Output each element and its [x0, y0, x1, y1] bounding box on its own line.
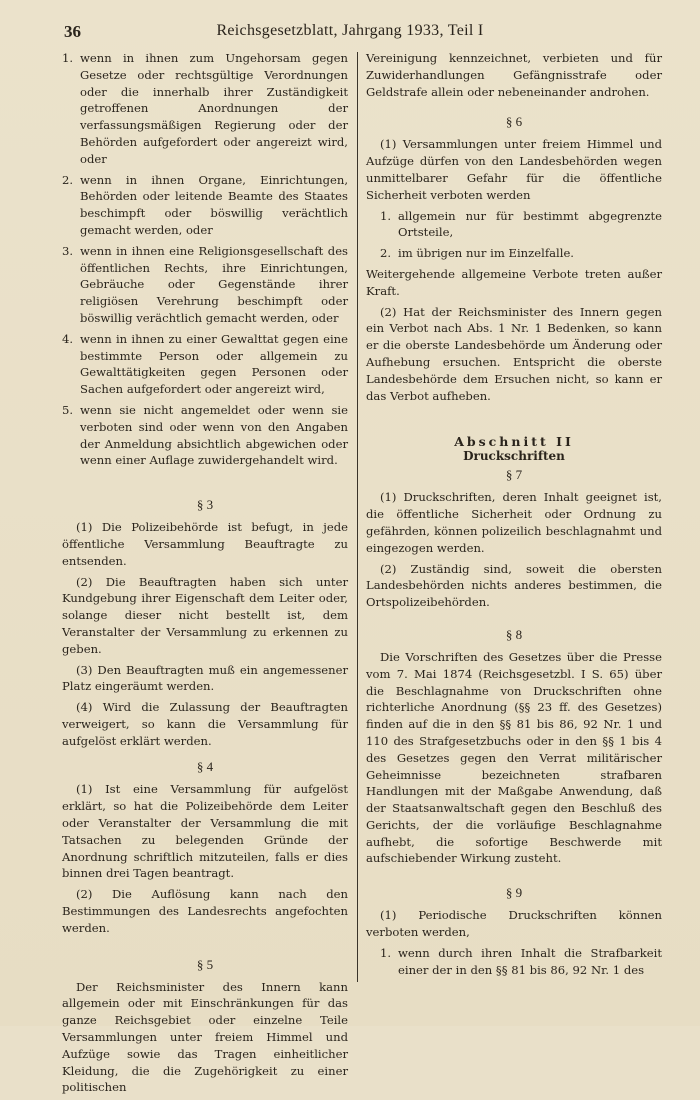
section-title-4: § 4 [196, 759, 214, 775]
item-text: wenn in ihnen Organe, Einrichtungen, Behörden oder leitende Beamte des Staates beschimpft oder böswillig verächtlich gemacht werden, oder [80, 172, 348, 237]
section-title-6: § 6 [505, 114, 523, 130]
column-divider [357, 52, 358, 982]
item-number: 2. [62, 172, 74, 187]
paragraph: (1) Versammlungen unter freiem Himmel und Aufzüge dürfen von den Landesbehörden wegen unmittelbarer Gefahr für die öffentliche Sicherheit verboten werden [366, 137, 662, 202]
chapter-heading: Abschnitt II [454, 434, 574, 450]
paragraph: Weitergehende allgemeine Verbote treten außer Kraft. [366, 266, 662, 298]
paragraph: (2) Die Auflösung kann nach den Bestimmungen des Landesrechts angefochten werden. [62, 887, 348, 935]
paragraph: (1) Die Polizeibehörde ist befugt, in jede öffentliche Versammlung Beauftragte zu entsenden. [62, 520, 348, 568]
running-title: Reichsgesetzblatt, Jahrgang 1933, Teil I [216, 22, 484, 39]
item-number: 1. [380, 208, 392, 223]
paragraph: (1) Periodische Druckschriften können verboten werden, [366, 908, 662, 940]
item-number: 3. [62, 243, 74, 258]
item-number: 5. [62, 402, 74, 417]
list-item [62, 172, 348, 239]
right-column [366, 50, 662, 982]
section-title-9: § 9 [505, 885, 523, 901]
item-number: 4. [62, 331, 74, 346]
paragraph: Vereinigung kennzeichnet, verbieten und für Zuwiderhandlungen Gefängnisstrafe oder Geldstrafe allein oder nebeneinander androhen. [366, 51, 662, 99]
item-text: allgemein nur für bestimmt abgegrenzte Ortsteile, [398, 208, 662, 240]
left-column [62, 50, 348, 1100]
item-number: 2. [380, 246, 392, 261]
item-text: wenn sie nicht angemeldet oder wenn sie verboten sind oder wenn von den Angaben der Anmeldung absichtlich abgewichen oder wenn einer Auflage zuwidergehandelt wird. [80, 402, 348, 468]
item-text: wenn in ihnen zu einer Gewalttat gegen eine bestimmte Person oder allgemein zu Gewalttätigkeiten gegen Personen oder Sachen aufgefordert oder angereizt wird, [80, 331, 348, 397]
paragraph: Die Vorschriften des Gesetzes über die Presse vom 7. Mai 1874 (Reichsgesetzbl. I S. 65) über die Beschlagnahme von Druckschriften ohne richterliche Anordnung (§§ 23 ff. des Gesetzes) finden auf die in den §§ 81 bis 86, 92 Nr. 1 und 110 des Strafgesetzbuchs oder in den §§ 1 bis 4 des Gesetzes gegen den Verrat militärischer Geheimnisse bezeichneten strafbaren Handlungen mit der Maßgabe Anwendung, daß der Staatsanwaltschaft gegen den Beschluß des Gerichts, der die vorläufige Beschlagnahme aufhebt, die sofortige Beschwerde mit aufschiebender Wirkung zusteht. [366, 649, 662, 866]
item-number: 1. [380, 945, 392, 960]
paragraph: (2) Hat der Reichsminister des Innern gegen ein Verbot nach Abs. 1 Nr. 1 Bedenken, so kann er die oberste Landesbehörde um Änderung oder Aufhebung ersuchen. Entspricht die oberste Landesbehörde dem Ersuchen nicht, so kann er das Verbot aufheben. [366, 304, 662, 403]
list-item [366, 245, 662, 262]
item-text: wenn durch ihren Inhalt die Strafbarkeit einer der in den §§ 81 bis 86, 92 Nr. 1 des [398, 945, 662, 977]
list-item [62, 331, 348, 398]
paragraph: (1) Druckschriften, deren Inhalt geeignet ist, die öffentliche Sicherheit oder Ordnung zu gefährden, können polizeilich beschlagnahmt und eingezogen werden. [366, 490, 662, 555]
paragraph: (2) Die Beauftragten haben sich unter Kundgebung ihrer Eigenschaft dem Leiter oder, solange dieser nicht bestellt ist, dem Veranstalter der Versammlung zu erkennen zu geben. [62, 574, 348, 656]
section-title-3: § 3 [196, 497, 214, 513]
section-title-8: § 8 [505, 626, 523, 642]
paragraph: (4) Wird die Zulassung der Beauftragten verweigert, so kann die Versammlung für aufgelöst erklärt werden. [62, 700, 348, 748]
item-text: wenn in ihnen zum Ungehorsam gegen Gesetze oder rechtsgültige Verordnungen oder die innerhalb ihrer Zuständigkeit getroffenen Anordnungen der verfassungsmäßigen Regierung oder der Behörden aufgefordert oder angereizt wird, oder [80, 51, 348, 166]
item-text: im übrigen nur im Einzelfalle. [398, 246, 574, 261]
section-title-5: § 5 [196, 956, 214, 972]
chapter-subheading: Druckschriften [463, 449, 565, 464]
page-number: 36 [64, 22, 81, 41]
list-item [62, 50, 348, 168]
item-number: 1. [62, 51, 74, 65]
list-item [62, 402, 348, 469]
item-text: wenn in ihnen eine Religionsgesellschaft des öffentlichen Rechts, ihre Einrichtungen, Gebräuche oder Gegenstände ihrer religiösen Verehrung beschimpft oder böswillig verächtlich gemacht werden, oder [80, 243, 348, 325]
page-header [0, 22, 700, 46]
section-title-7: § 7 [505, 467, 523, 483]
paragraph: (1) Ist eine Versammlung für aufgelöst erklärt, so hat die Polizeibehörde dem Leiter oder Veranstalter der Versammlung die mit Tatsachen zu belegenden Gründe der Anordnung schriftlich mitzuteilen, falls er dies binnen drei Tagen beantragt. [62, 782, 348, 881]
paragraph: (3) Den Beauftragten muß ein angemessener Platz eingeräumt werden. [62, 662, 348, 694]
list-item [366, 208, 662, 242]
paragraph: Der Reichsminister des Innern kann allgemein oder mit Einschränkungen für das ganze Reichsgebiet oder einzelne Teile Versammlungen unter freiem Himmel und Aufzüge sowie das Tragen einheitlicher Kleidung, die die Zugehörigkeit zu einer politischen [62, 979, 348, 1095]
list-item [62, 243, 348, 327]
paragraph: (2) Zuständig sind, soweit die obersten Landesbehörden nichts anderes bestimmen, die Ortspolizeibehörden. [366, 561, 662, 610]
list-item [366, 945, 662, 979]
